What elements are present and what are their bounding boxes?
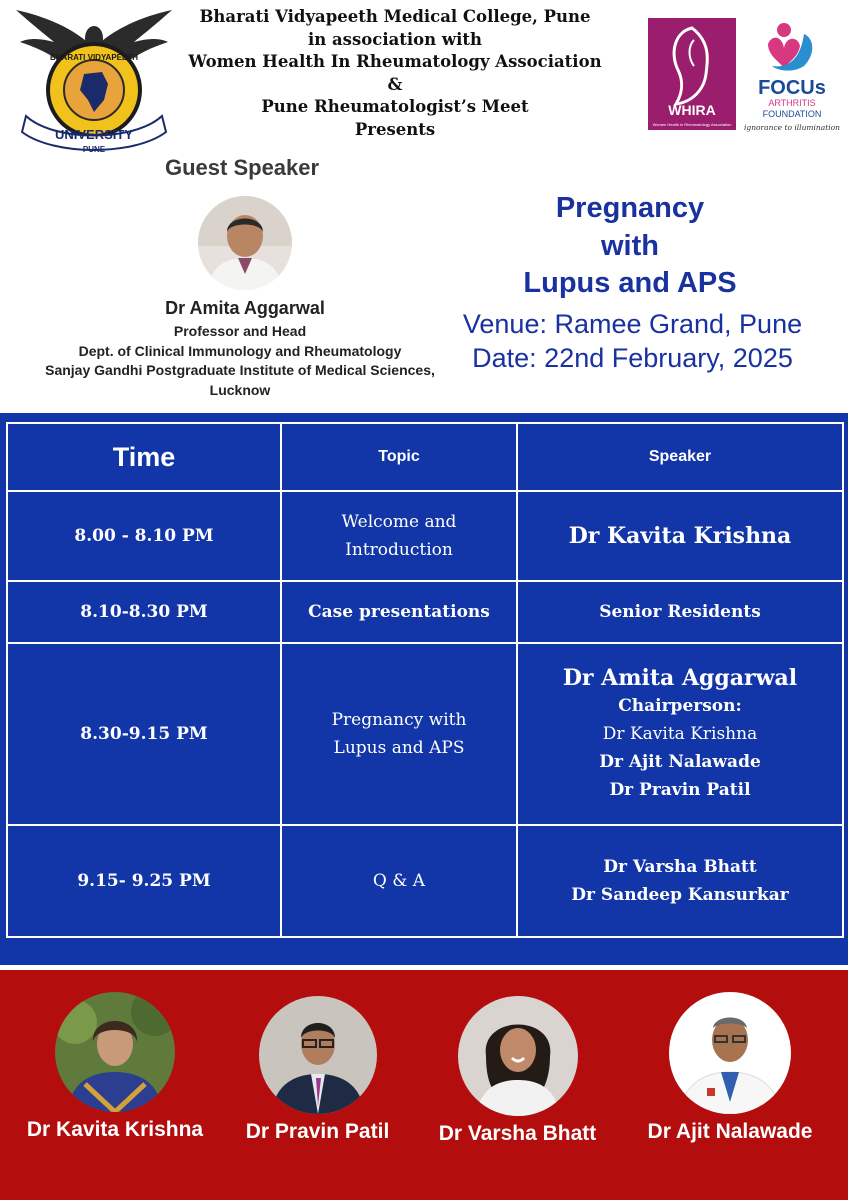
guest-speaker-name: Dr Amita Aggarwal [165,298,325,318]
speaker-sub: Dr Ajit Nalawade [599,752,761,772]
faculty-name: Dr Pravin Patil [245,1120,390,1143]
header-line: & [387,74,403,94]
guest-speaker-photo [198,196,292,290]
focus-tagline: ignorance to illumination [744,123,840,132]
faculty-photo [669,992,791,1114]
speaker-main: Dr Kavita Krishna [568,523,792,549]
speaker-sub: Dr Sandeep Kansurkar [571,885,789,905]
topic-line: Q & A [372,871,426,891]
guest-speaker-details [0,322,480,400]
topic-line: Lupus and APS [333,738,465,758]
header-topic: Topic [281,423,517,491]
guest-detail-line: Professor and Head [173,323,307,339]
row-speaker [517,643,843,825]
row-time: 8.00 - 8.10 PM [7,491,281,581]
talk-title-line: Lupus and APS [523,267,737,299]
talk-title [470,190,790,303]
faculty-photo [55,992,175,1112]
faculty-photo [458,996,578,1116]
header-time: Time [7,423,281,491]
faculty-card [20,992,210,1142]
date-text: Date: 22nd February, 2025 [472,343,793,373]
table-row [7,643,843,825]
header-line: Presents [354,119,436,139]
row-speaker [517,825,843,937]
whira-logo [648,18,736,130]
row-topic [281,491,517,581]
topic-line: Welcome and [341,512,457,532]
faculty-name: Dr Ajit Nalawade [647,1120,813,1143]
row-topic [281,581,517,643]
speaker-role: Chairperson: [618,696,742,716]
logo-university-text: UNIVERSITY [54,127,134,142]
faculty-card [630,992,830,1144]
topic-line: Pregnancy with [331,710,467,730]
speaker-main: Senior Residents [599,602,761,622]
guest-detail-line: Dept. of Clinical Immunology and Rheumatology [78,342,402,359]
header-text [185,6,605,141]
focus-arthritis-logo [742,18,842,138]
focus-line3: FOUNDATION [762,109,822,119]
guest-speaker-title: Guest Speaker [165,155,320,180]
faculty-card [230,996,405,1144]
guest-detail-line: Sanjay Gandhi Postgraduate Institute of Medical Sciences, [45,362,435,378]
row-topic [281,643,517,825]
schedule-section [0,413,848,965]
talk-title-line: Pregnancy [555,192,705,224]
row-time: 9.15- 9.25 PM [7,825,281,937]
table-row [7,491,843,581]
whira-name: WHIRA [668,102,716,118]
speaker-sub: Dr Pravin Patil [609,780,751,800]
focus-line2: ARTHRITIS [768,98,816,108]
faculty-section [0,970,848,1200]
venue-text: Venue: Ramee Grand, Pune [462,309,803,339]
topic-line: Case presentations [308,602,490,622]
header-line: Women Health In Rheumatology Association [188,52,602,71]
header-line: Bharati Vidyapeeth Medical College, Pune [199,7,591,26]
guest-detail-line: Lucknow [209,381,271,398]
faculty-photo [259,996,377,1114]
speaker-sub: Dr Varsha Bhatt [603,857,757,877]
row-time: 8.30-9.15 PM [7,643,281,825]
faculty-card [425,996,610,1146]
logo-top-text: BHARATI VIDYAPEETH [49,53,139,62]
bharati-vidyapeeth-logo [14,8,174,156]
topic-line: Introduction [345,540,453,560]
header-speaker: Speaker [517,423,843,491]
whira-subtitle: Women Health in Rheumatology Association [652,122,732,127]
schedule-table [6,422,844,938]
row-speaker [517,491,843,581]
logo-city-text: PUNE [82,145,106,154]
row-topic [281,825,517,937]
venue-date [440,307,825,375]
faculty-name: Dr Kavita Krishna [26,1118,204,1141]
faculty-name: Dr Varsha Bhatt [438,1122,597,1145]
row-speaker [517,581,843,643]
schedule-header-row [7,423,843,491]
row-time: 8.10-8.30 PM [7,581,281,643]
speaker-sub: Dr Kavita Krishna [602,724,758,744]
table-row [7,825,843,937]
header-line: in association with [307,29,482,49]
table-row [7,581,843,643]
focus-name: FOCUs [758,77,826,99]
speaker-main: Dr Amita Aggarwal [562,665,798,691]
talk-title-line: with [601,229,659,262]
header-line: Pune Rheumatologist’s Meet [261,97,529,116]
